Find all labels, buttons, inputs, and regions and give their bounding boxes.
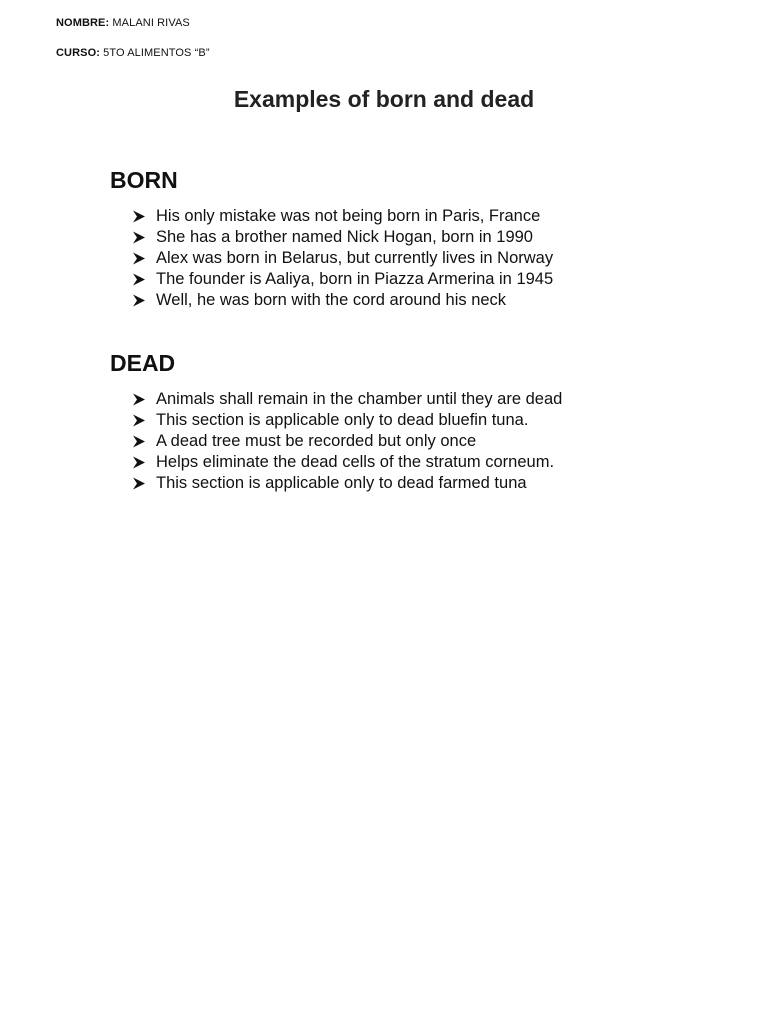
- born-heading: BORN: [110, 167, 178, 193]
- dead-heading: DEAD: [110, 350, 176, 376]
- course-line: [56, 47, 210, 59]
- list-item: [110, 248, 670, 269]
- list-item-text: Alex was born in Belarus, but currently lives in Norway: [156, 249, 554, 267]
- dead-examples-list: [110, 389, 670, 494]
- born-examples-list: [110, 206, 670, 311]
- list-item-text: This section is applicable only to dead farmed tuna: [156, 474, 527, 492]
- list-item-text: A dead tree must be recorded but only once: [156, 432, 477, 450]
- course-value: 5TO ALIMENTOS “B”: [103, 47, 210, 59]
- list-item-text: His only mistake was not being born in Paris, France: [156, 207, 541, 225]
- list-item: [110, 227, 670, 248]
- student-name-line: [56, 17, 190, 29]
- arrowhead-bullet-icon: [132, 456, 146, 469]
- course-label: CURSO:: [56, 47, 100, 59]
- list-item: [110, 389, 670, 410]
- list-item-text: The founder is Aaliya, born in Piazza Armerina in 1945: [156, 270, 554, 288]
- list-item: [110, 452, 670, 473]
- arrowhead-bullet-icon: [132, 273, 146, 286]
- arrowhead-bullet-icon: [132, 393, 146, 406]
- list-item: [110, 410, 670, 431]
- list-item: [110, 206, 670, 227]
- arrowhead-bullet-icon: [132, 294, 146, 307]
- list-item: [110, 269, 670, 290]
- document-title: Examples of born and dead: [233, 86, 535, 112]
- list-item-text: She has a brother named Nick Hogan, born in 1990: [156, 228, 533, 246]
- list-item-text: Helps eliminate the dead cells of the stratum corneum.: [156, 453, 555, 471]
- list-item: [110, 431, 670, 452]
- arrowhead-bullet-icon: [132, 210, 146, 223]
- arrowhead-bullet-icon: [132, 435, 146, 448]
- arrowhead-bullet-icon: [132, 477, 146, 490]
- list-item-text: Well, he was born with the cord around his neck: [156, 291, 507, 309]
- list-item-text: This section is applicable only to dead bluefin tuna.: [156, 411, 529, 429]
- list-item: [110, 290, 670, 311]
- arrowhead-bullet-icon: [132, 231, 146, 244]
- born-section: [110, 166, 670, 311]
- arrowhead-bullet-icon: [132, 414, 146, 427]
- list-item: [110, 473, 670, 494]
- list-item-text: Animals shall remain in the chamber until they are dead: [156, 390, 563, 408]
- student-name-value: MALANI RIVAS: [112, 17, 190, 29]
- student-name-label: NOMBRE:: [56, 17, 110, 29]
- dead-section: [110, 349, 670, 494]
- arrowhead-bullet-icon: [132, 252, 146, 265]
